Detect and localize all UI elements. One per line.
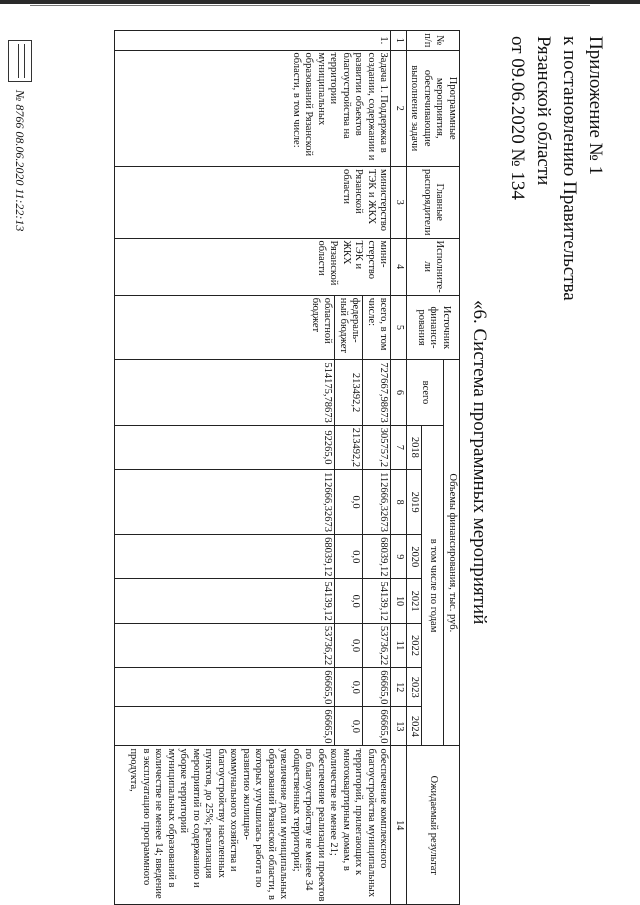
appendix-line-4: от 09.06.2020 № 134	[507, 36, 528, 200]
funding-source: федераль-ный бюджет	[335, 295, 363, 360]
funding-source: всего, в том числе:	[363, 295, 391, 360]
column-number: 11	[391, 623, 407, 667]
column-number: 9	[391, 535, 407, 579]
funding-value: 112666,32673	[115, 470, 335, 535]
funding-value: 92265,0	[115, 425, 335, 469]
funding-value: 514175,78673	[115, 360, 335, 425]
header-total: всего	[407, 360, 445, 425]
column-number: 4	[391, 238, 407, 295]
header-year: 2022	[407, 623, 423, 667]
funding-value: 66665,0	[115, 668, 335, 707]
registration-number: № 8766 08.06.2020 11:22:13	[13, 90, 28, 232]
row-result: обеспечение комплексного благоустройства муниципальных территорий, прилегающих к многоквартирным домам, в количестве не менее 21; обеспечение реализации проектов по благоустройству не менее 34 общественных территорий; увеличение доли муниципальных образований Рязанской области, в которых улучшилась работа по развитию жилищно-коммунального хозяйства и благоустройству населенных пунктов, до 25%; реализация мероприятий по содержанию и уборке территорий муниципальных образований в количестве не менее 14; введение в эксплуатацию программного продукта,	[115, 746, 391, 905]
row-manager: министерство ТЭК и ЖКХ Рязанской области	[115, 166, 391, 238]
row-event: Задача 1. Поддержка в создании, содержании и развитии объектов благоустройства на территории муниципальных образований Рязанской области, в том числе:	[115, 50, 391, 166]
header-events: Программные мероприятия, обеспечивающие выполнение задачи	[407, 50, 460, 166]
header-year: 2024	[407, 707, 423, 746]
column-number: 1	[391, 31, 407, 51]
funding-value: 53736,22	[115, 623, 335, 667]
funding-value: 68039,12	[363, 535, 391, 579]
header-by-years: в том числе по годам	[422, 425, 444, 746]
row-num: 1.	[115, 31, 391, 51]
funding-value: 0,0	[335, 668, 363, 707]
header-executors: Исполните-ли	[407, 238, 460, 295]
header-year: 2023	[407, 668, 423, 707]
funding-value: 54139,12	[363, 579, 391, 623]
header-volumes: Объемы финансирования, тыс. руб.	[444, 360, 460, 746]
column-number: 3	[391, 166, 407, 238]
funding-value: 0,0	[335, 579, 363, 623]
funding-value: 213492,2	[335, 425, 363, 469]
appendix-header	[504, 36, 608, 336]
funding-value: 0,0	[335, 623, 363, 667]
column-number: 8	[391, 470, 407, 535]
registration-stamp	[8, 40, 32, 231]
header-year: 2018	[407, 425, 423, 469]
column-number-row	[391, 31, 407, 905]
funding-value: 727667,98673	[363, 360, 391, 425]
funding-value: 66665,0	[363, 707, 391, 746]
funding-value: 213492,2	[335, 360, 363, 425]
funding-value: 112666,32673	[363, 470, 391, 535]
appendix-line-3: Рязанской области	[533, 36, 554, 186]
column-number: 5	[391, 295, 407, 360]
funding-value: 0,0	[335, 707, 363, 746]
column-number: 6	[391, 360, 407, 425]
column-number: 13	[391, 707, 407, 746]
funding-value: 68039,12	[115, 535, 335, 579]
funding-value: 0,0	[335, 470, 363, 535]
row-executor: мини-стерство ТЭК и ЖКХ Рязанской области	[115, 238, 391, 295]
header-num: № п/п	[407, 31, 460, 51]
appendix-line-1: Приложение № 1	[585, 36, 606, 176]
section-title: «6. Система программных мероприятий	[469, 300, 490, 625]
column-number: 2	[391, 50, 407, 166]
column-number: 7	[391, 425, 407, 469]
column-number: 10	[391, 579, 407, 623]
header-source: Источник финанси-рования	[407, 295, 460, 360]
column-number: 14	[391, 746, 407, 905]
appendix-line-2: к постановлению Правительства	[559, 36, 580, 301]
header-year: 2021	[407, 579, 423, 623]
funding-value: 53736,22	[363, 623, 391, 667]
funding-value: 66665,0	[363, 668, 391, 707]
funding-value: 66665,0	[115, 707, 335, 746]
header-result: Ожидаемый результат	[407, 746, 460, 905]
header-year: 2020	[407, 535, 423, 579]
table-row	[363, 31, 391, 905]
header-year: 2019	[407, 470, 423, 535]
stamp-icon	[8, 40, 32, 82]
header-managers: Главные распорядители	[407, 166, 460, 238]
funding-value: 54139,12	[115, 579, 335, 623]
funding-value: 305757,2	[363, 425, 391, 469]
column-number: 12	[391, 668, 407, 707]
funding-value: 0,0	[335, 535, 363, 579]
funding-source: областной бюджет	[115, 295, 335, 360]
programme-events-table	[115, 30, 461, 905]
